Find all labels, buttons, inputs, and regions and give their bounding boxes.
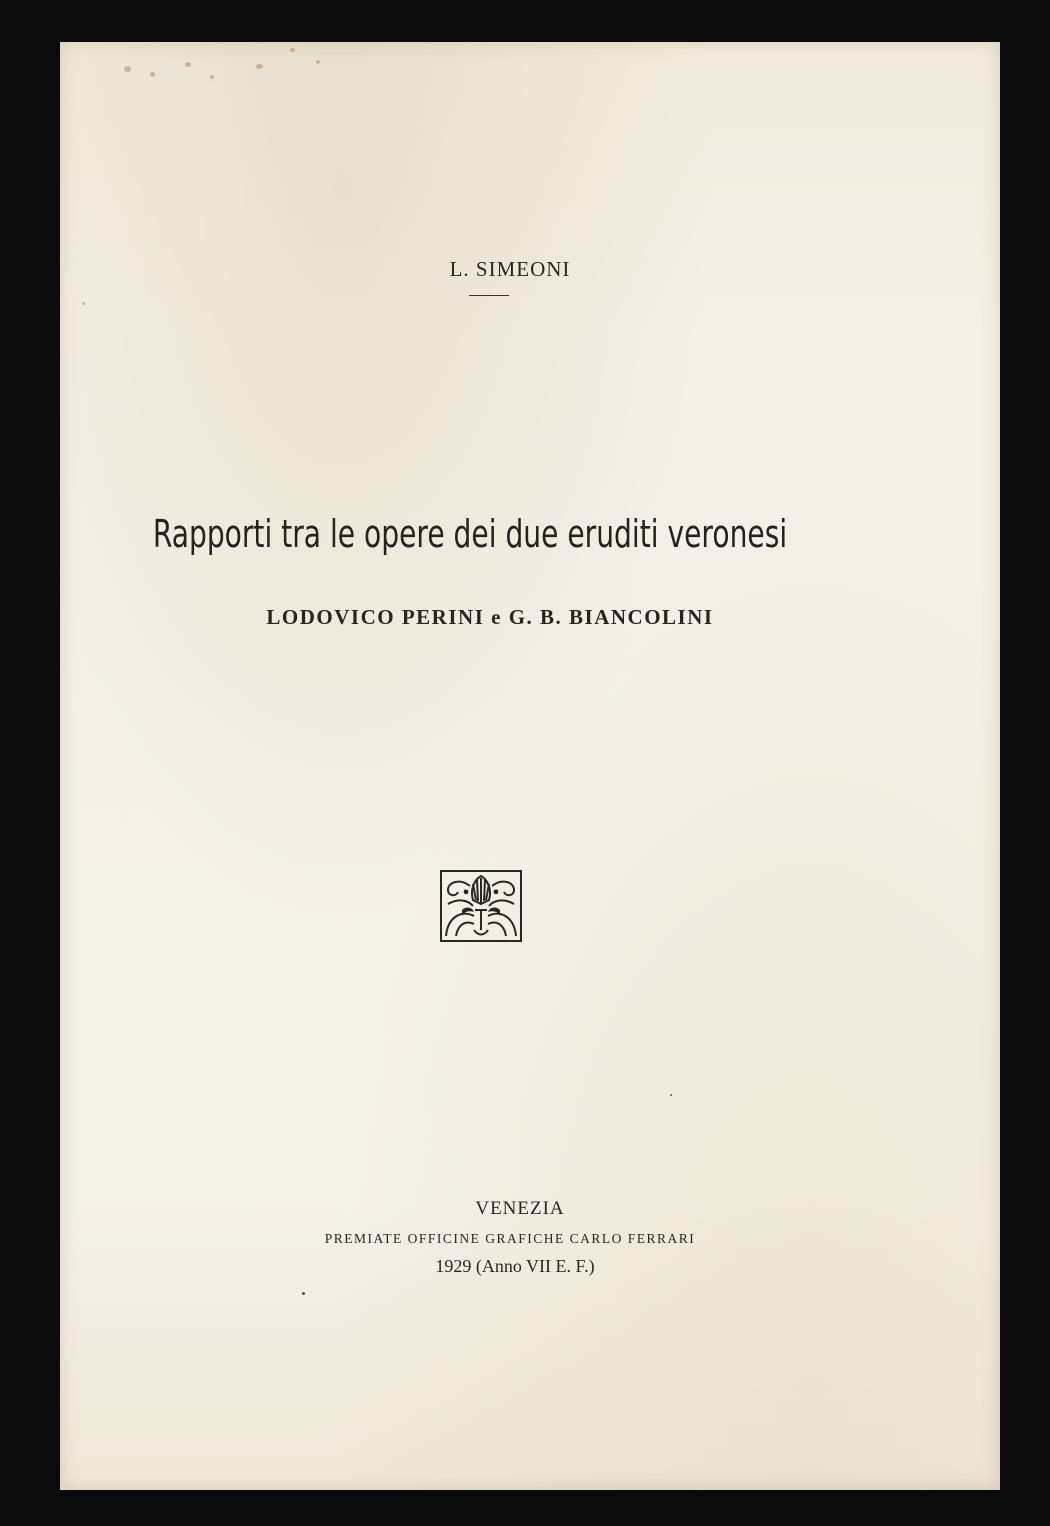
publication-year: 1929 (Anno VII E. F.)	[435, 1256, 595, 1276]
author-name: L. SIMEONI	[449, 257, 571, 281]
paper-stain	[124, 66, 131, 72]
document-title: Rapporti tra le opere dei due eruditi veronesi	[152, 512, 788, 556]
paper-speck	[302, 1292, 305, 1295]
paper-stain	[316, 60, 320, 64]
author-underline	[469, 295, 509, 296]
paper-stain	[210, 75, 214, 79]
document-subtitle	[20, 605, 960, 630]
printer-name: PREMIATE OFFICINE GRAFICHE CARLO FERRARI	[324, 1231, 696, 1246]
subtitle-conjunction: e	[491, 605, 502, 629]
printer-mark-icon	[440, 870, 522, 942]
paper-stain	[256, 64, 263, 69]
publication-city: VENEZIA	[475, 1198, 565, 1219]
paper-stain	[82, 302, 85, 305]
document-cover-page	[60, 42, 1000, 1490]
paper-stain	[290, 48, 295, 52]
subtitle-second-name: G. B. BIANCOLINI	[508, 605, 714, 629]
paper-stain	[150, 72, 155, 77]
subtitle-first-name: LODOVICO PERINI	[266, 605, 485, 629]
paper-speck	[670, 1094, 672, 1096]
paper-stain	[185, 62, 191, 67]
